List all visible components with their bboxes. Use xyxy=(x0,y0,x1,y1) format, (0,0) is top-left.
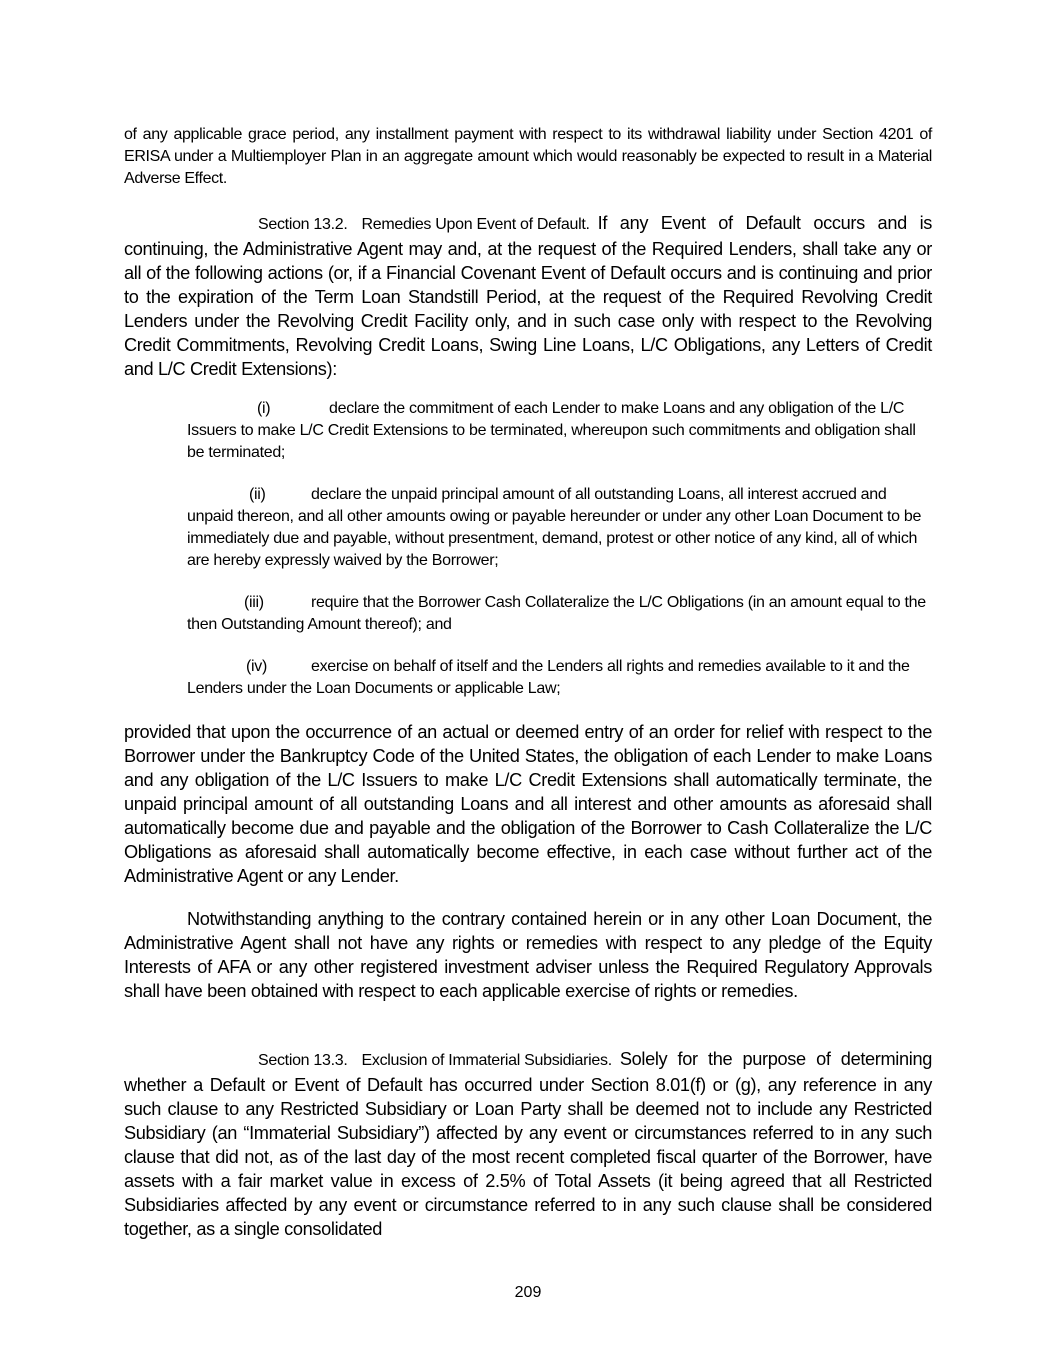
clause-iv-text: exercise on behalf of itself and the Lenders all rights and remedies available to it and the Lenders under the Loan Documents or applicable Law; xyxy=(187,658,910,697)
clause-ii xyxy=(187,484,927,572)
section-13-2-heading xyxy=(124,213,598,237)
section-13-2 xyxy=(124,211,932,381)
clause-iii-marker: (iii) xyxy=(244,594,264,611)
document-page xyxy=(124,0,932,1365)
section-13-2-number: Section 13.2. xyxy=(258,216,348,233)
provided-paragraph: provided that upon the occurrence of an actual or deemed entry of an order for relief with respect to the Borrower under the Bankruptcy Code of the United States, the obligation of each Lender to make Loans and any obligation of the L/C Issuers to make L/C Credit Extensions shall automatically terminate, the unpaid principal amount of all outstanding Loans and all interest and other amounts as aforesaid shall automatically become due and payable and the obligation of the Borrower to Cash Collateralize the L/C Obligations as aforesaid shall automatically become effective, in each case without further act of the Administrative Agent or any Lender. xyxy=(124,722,932,886)
page-number: 209 xyxy=(514,1284,542,1301)
clause-iii xyxy=(187,592,927,636)
section-13-3-title: Exclusion of Immaterial Subsidiaries. xyxy=(361,1052,612,1069)
clause-i xyxy=(187,398,927,464)
clause-ii-marker: (ii) xyxy=(249,486,266,503)
clause-iv xyxy=(187,656,927,700)
section-13-3-heading xyxy=(124,1049,620,1073)
section-13-3-number: Section 13.3. xyxy=(258,1052,348,1069)
notwithstanding-paragraph: Notwithstanding anything to the contrary contained herein or in any other Loan Document, the Administrative Agent shall not have any rights or remedies with respect to any pledge of the Equity Interests of AFA or any other registered investment adviser unless the Required Regulatory Approvals shall have been obtained with respect to each applicable exercise of rights or remedies. xyxy=(124,909,932,1001)
clause-i-marker: (i) xyxy=(257,400,271,417)
section-13-3 xyxy=(124,1047,932,1241)
section-13-3-body: Solely for the purpose of determining whether a Default or Event of Default has occurred under Section 8.01(f) or (g), any reference in any such clause to any Restricted Subsidiary or Loan Party shall be deemed not to include any Restricted Subsidiary (an “Immaterial Subsidiary”) affected by any event or circumstances referred to in any such clause that did not, as of the last day of the most recent completed fiscal quarter of the Borrower, have assets with a fair market value in excess of 2.5% of Total Assets (it being agreed that all Restricted Subsidiaries affected by any event or circumstance referred to in any such clause shall be considered together, as a single consolidated xyxy=(124,1049,932,1239)
clause-iii-text: require that the Borrower Cash Collateralize the L/C Obligations (in an amount equal to the then Outstanding Amount thereof); and xyxy=(187,594,926,633)
clause-ii-text: declare the unpaid principal amount of all outstanding Loans, all interest accrued and unpaid thereon, and all other amounts owing or payable hereunder or under any other Loan Document to be immediately due and payable, without presentment, demand, protest or other notice of any kind, all of which are hereby expressly waived by the Borrower; xyxy=(187,486,922,569)
intro-paragraph: of any applicable grace period, any installment payment with respect to its withdrawal liability under Section 4201 of ERISA under a Multiemployer Plan in an aggregate amount which would reasonably be expected to result in a Material Adverse Effect. xyxy=(124,126,932,187)
clause-i-text: declare the commitment of each Lender to make Loans and any obligation of the L/C Issuers to make L/C Credit Extensions to be terminated, whereupon such commitments and obligation shall be terminated; xyxy=(187,400,916,461)
section-13-2-title: Remedies Upon Event of Default. xyxy=(361,216,590,233)
clause-iv-marker: (iv) xyxy=(246,658,268,675)
section-13-2-body: If any Event of Default occurs and is continuing, the Administrative Agent may and, at the request of the Required Lenders, shall take any or all of the following actions (or, if a Financial Covenant Event of Default occurs and is continuing and prior to the expiration of the Term Loan Standstill Period, at the request of the Required Revolving Credit Lenders under the Revolving Credit Facility only, and in such case only with respect to the Revolving Credit Commitments, Revolving Credit Loans, Swing Line Loans, L/C Obligations, any Letters of Credit and L/C Credit Extensions): xyxy=(124,213,932,379)
